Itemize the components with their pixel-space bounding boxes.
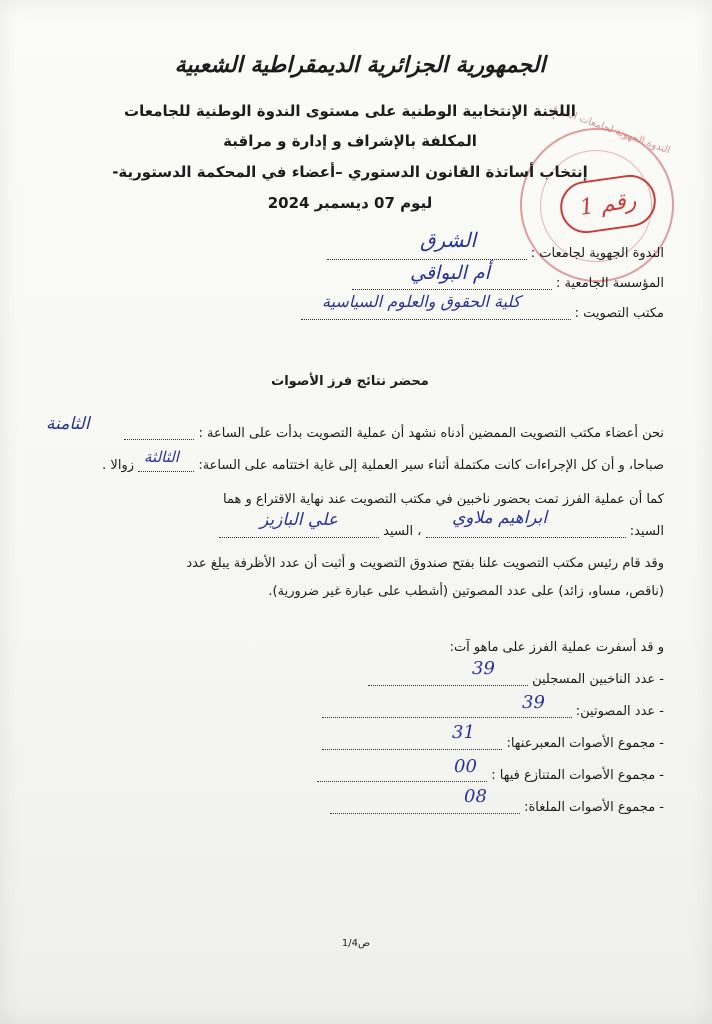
end-time-value: الثالثة [144, 448, 179, 466]
institution-label: المؤسسة الجامعية : [556, 276, 664, 291]
result-value: 39 [522, 692, 545, 713]
paragraph-end-time [44, 458, 664, 474]
result-label: - عدد المصوتين: [575, 704, 664, 719]
results-intro: و قد أسفرت عملية الفرز على ماهو آت: [449, 640, 664, 655]
result-dots [368, 673, 528, 686]
regional-field [327, 246, 664, 261]
page-number: ص1/4 [341, 938, 371, 949]
paragraph-witnesses [44, 524, 664, 540]
end-time-suffix: زوالا . [102, 458, 135, 473]
mandate-heading: المكلفة بالإشراف و إدارة و مراقبة [223, 132, 477, 150]
witness2-prefix: ، السيد [383, 524, 422, 539]
result-row [264, 704, 664, 719]
witness1-name: ابراهيم ملاوي [452, 508, 548, 528]
start-time-value: الثامنة [46, 414, 90, 434]
ballot-number-badge: رقم 1 [557, 172, 659, 237]
institution-value: أم البواقي [410, 262, 490, 284]
election-heading: إنتخاب أساتذة القانون الدستوري –أعضاء في المحكمة الدستورية- [112, 163, 588, 181]
start-time-text: نحن أعضاء مكتب التصويت الممضين أدناه نشهد أن عملية التصويت بدأت على الساعة : [198, 426, 664, 441]
regional-label: الندوة الجهوية لجامعات : [530, 246, 664, 261]
committee-heading: اللجنة الإنتخابية الوطنية على مستوى الندوة الوطنية للجامعات [124, 102, 576, 120]
result-dots [322, 737, 502, 750]
start-time-dots [124, 427, 194, 440]
regional-value: الشرق [420, 228, 477, 252]
result-label: - مجموع الأصوات الملغاة: [524, 800, 664, 815]
result-row [264, 672, 664, 687]
witness1-prefix: السيد: [629, 524, 664, 539]
result-value: 39 [472, 658, 495, 679]
office-label: مكتب التصويت : [574, 306, 664, 321]
republic-title: الجمهورية الجزائرية الديمقراطية الشعبية [174, 52, 546, 78]
result-label: - عدد الناخبين المسجلين [532, 672, 664, 687]
result-value: 00 [454, 756, 477, 777]
result-dots [330, 801, 520, 814]
result-label: - مجموع الأصوات المتنازع فيها : [491, 768, 664, 783]
paragraph-start-time [44, 426, 664, 442]
election-date: ليوم 07 ديسمبر 2024 [267, 194, 433, 212]
office-value: كلية الحقوق والعلوم السياسية [322, 292, 521, 311]
paragraph-envelopes: وقد قام رئيس مكتب التصويت علنا بفتح صندوق التصويت و أثبت أن عدد الأظرفة يبلغ عدد [186, 556, 664, 571]
witness2-name: علي البازيز [260, 510, 338, 530]
institution-field [352, 276, 664, 291]
seal-text: الندوة الجهوية لجامعات الشرق [548, 102, 672, 157]
paragraph-envelopes-note: (ناقص، مساو، زائد) على عدد المصوتين (أشطب على عبارة غير ضرورية). [268, 584, 664, 599]
result-value: 31 [452, 722, 475, 743]
end-time-text: صباحا، و أن كل الإجراءات كانت مكتملة أثناء سير العملية إلى غاية اختتامه على الساعة: [198, 458, 664, 473]
paragraph-witnesses-intro: كما أن عملية الفرز تمت بحضور ناخبين في مكتب التصويت عند نهاية الاقتراع و هما [222, 492, 664, 507]
result-value: 08 [464, 786, 487, 807]
minutes-title: محضر نتائج فرز الأصوات [271, 374, 429, 389]
result-label: - مجموع الأصوات المعبرعنها: [506, 736, 664, 751]
